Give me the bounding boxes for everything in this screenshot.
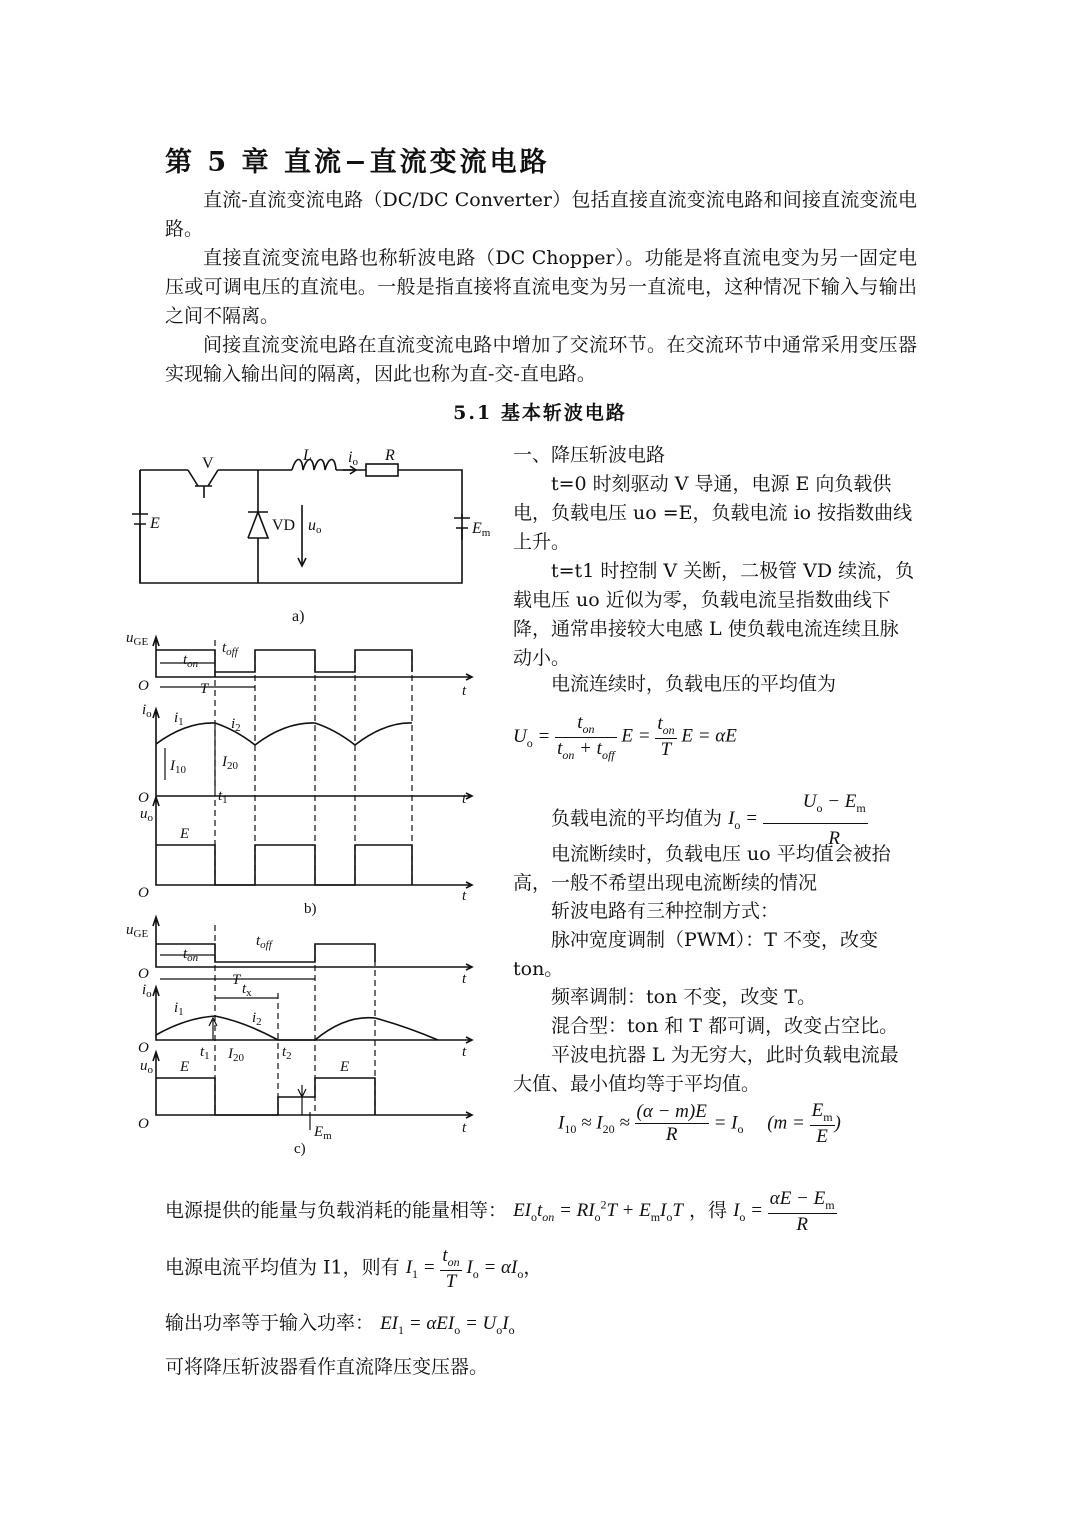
axis-t-b1: t [462,683,467,699]
label-em-c: $E_m$ [314,1124,332,1142]
figure-label-a: a) [292,608,305,625]
buck-paragraph-7: 脉冲宽度调制（PWM）：T 不变，改变 ton。 [513,929,878,980]
label-i20-c: $I_{20}$ [228,1046,244,1064]
label-e-c1: E [180,1059,190,1075]
uo-pulse-b [156,845,412,885]
label-i2-b: $i_2$ [231,716,241,734]
origin-c2: O [138,1040,149,1056]
equation-io: $I_o$ = $\frac{\alpha E - E_m}{R}$ [733,1188,835,1235]
axis-t-c1: t [462,971,467,987]
axis-label-uo-b: $u_o$ [140,806,153,824]
equation-i1: $I_1$ = $\frac{t_{on}}{T}$ $I_o = \alpha I_o$ [405,1245,524,1292]
label-period-b: T [200,681,209,697]
conclusion-line: 可将降压斩波器看作直流降压变压器。 [165,1356,489,1378]
equation-average-voltage: $U_o$ = $\frac{t_{on}}{t_{on} + t_{off}}$ E = $\frac{t_{on}}{T}$ E = αE [513,712,737,762]
axis-label-ugs-b: $u_{GE}$ [126,630,149,648]
label-r: R [385,447,395,464]
axis-t-b2: t [462,791,467,807]
label-toff-b: $t_{off}$ [222,640,238,658]
transistor-v-symbol [188,470,218,498]
avg-current-label: 负载电流的平均值为 [551,807,723,830]
label-v: V [202,455,214,472]
intro-paragraph-3: 间接直流变流电路在直流变流电路中增加了交流环节。在交流环节中通常采用变压器实现输入输出间的隔离，因此也称为直-交-直电路。 [165,334,917,385]
equation-average-current: $I_o$ = $\frac{U_o - E_m}{R}$ [728,808,868,829]
chapter-title: 第 5 章 直流−直流变流电路 [165,147,550,178]
label-tx-c: $t_x$ [242,981,252,999]
buck-paragraph-8: 频率调制：ton 不变，改变 T。 [551,986,817,1008]
label-toff-c: $t_{off}$ [256,933,272,951]
label-e: E [150,515,160,532]
power-balance-text: 输出功率等于输入功率： [165,1312,375,1334]
origin-b3: O [138,885,149,901]
figure-label-b: b) [304,901,317,917]
label-io: io [348,449,358,468]
buck-paragraph-9: 混合型：ton 和 T 都可调，改变占空比。 [551,1015,899,1037]
axis-label-io-b: $i_o$ [142,702,152,720]
label-i2-c: $i_2$ [252,1010,262,1028]
voltage-arrow [298,505,306,566]
equation-ripple-free: $I_{10} \approx I_{20}$ ≈ $\frac{(\alpha - m)E}{R}$ = $I_o$ (m = $\frac{E_m}{E}$ ) [558,1100,841,1147]
buck-paragraph-2: t=t1 时控制 V 关断，二极管 VD 续流，负载电压 uo 近似为零，负载电流呈指数曲线下降，通常串接较大电感 L 使负载电流连续且脉动小。 [513,560,915,669]
buck-paragraph-10: 平波电抗器 L 为无穷大，此时负载电流最大值、最小值均等于平均值。 [513,1044,899,1095]
label-period-c: T [232,972,241,988]
label-uo: uo [308,517,322,536]
label-t1-b: $t_1$ [218,788,228,806]
source-e-symbol [132,470,148,583]
axis-label-io-c: $i_o$ [142,982,152,1000]
label-em: Em [472,520,491,539]
axis-label-uo-c: $u_o$ [140,1058,153,1076]
label-ton-c: $t_{on}$ [183,946,199,964]
source-current-text: 电源电流平均值为 I1，则有 [165,1256,400,1279]
label-t2-c: $t_2$ [282,1044,292,1062]
buck-paragraph-1: t=0 时刻驱动 V 导通，电源 E 向负载供电，负载电压 uo =E，负载电流 io 按指数曲线上升。 [513,473,913,553]
axis-t-c2: t [462,1044,467,1060]
axis-t-c3: t [462,1120,467,1136]
label-i10-b: $I_{10}$ [170,758,186,776]
buck-paragraph-3: 电流连续时，负载电压的平均值为 [551,673,837,695]
buck-paragraph-5: 电流断续时，负载电压 uo 平均值会被抬高，一般不希望出现电流断续的情况 [513,843,891,894]
label-t1-c: $t_1$ [200,1044,210,1062]
uo-pulse-c [156,1078,375,1115]
io-curve-b [156,723,412,745]
origin-b1: O [138,678,149,694]
axis-t-b3: t [462,888,467,904]
label-ton-b: $t_{on}$ [183,652,199,670]
diode-vd-symbol [248,470,268,583]
label-e-c2: E [340,1059,350,1075]
intro-paragraph-1: 直流-直流变流电路（DC/DC Converter）包括直接直流变流电路和间接直流变流电路。 [165,189,917,240]
source-current-line: 电源电流平均值为 I1，则有 $I_1$ = $\frac{t_{on}}{T}$ $I_o = \alpha I_o$， [165,1245,543,1292]
label-l: L [303,447,312,464]
label-vd: VD [272,517,296,534]
equation-energy: $EI_ot_{on} = RI_o^2T + E_mI_oT$ [513,1197,683,1225]
origin-b2: O [138,790,149,806]
label-i20-b: $I_{20}$ [222,754,238,772]
figure-label-c: c) [294,1141,306,1157]
buck-heading: 一、降压斩波电路 [513,444,666,466]
origin-c3: O [138,1116,149,1132]
equation-power: $EI_1 = \alpha EI_o = U_oI_o$ [380,1313,515,1337]
axis-label-ugs-c: $u_{GE}$ [126,922,149,940]
energy-balance-conj: ，得 [689,1199,728,1222]
inductor-l-symbol [292,460,336,471]
label-i1-c: $i_1$ [174,1000,184,1018]
waveforms-b [126,630,472,917]
waveforms-c [126,917,472,1157]
section-title: 5.1 基本斩波电路 [453,402,627,424]
energy-balance-text: 电源提供的能量与负载消耗的能量相等： [165,1199,508,1222]
resistor-r-symbol [366,464,398,476]
io-curve-c [156,1016,438,1040]
origin-c1: O [138,966,149,982]
label-e-b: E [180,826,190,842]
label-i1-b: $i_1$ [174,710,184,728]
buck-paragraph-6: 斩波电路有三种控制方式： [551,900,780,922]
circuit-diagram [132,447,491,625]
intro-paragraph-2: 直接直流变流电路也称斩波电路（DC Chopper）。功能是将直流电变为另一固定电压或可调电压的直流电。一般是指直接将直流电变为另一直流电，这种情况下输入与输出之间不隔离。 [165,247,917,327]
